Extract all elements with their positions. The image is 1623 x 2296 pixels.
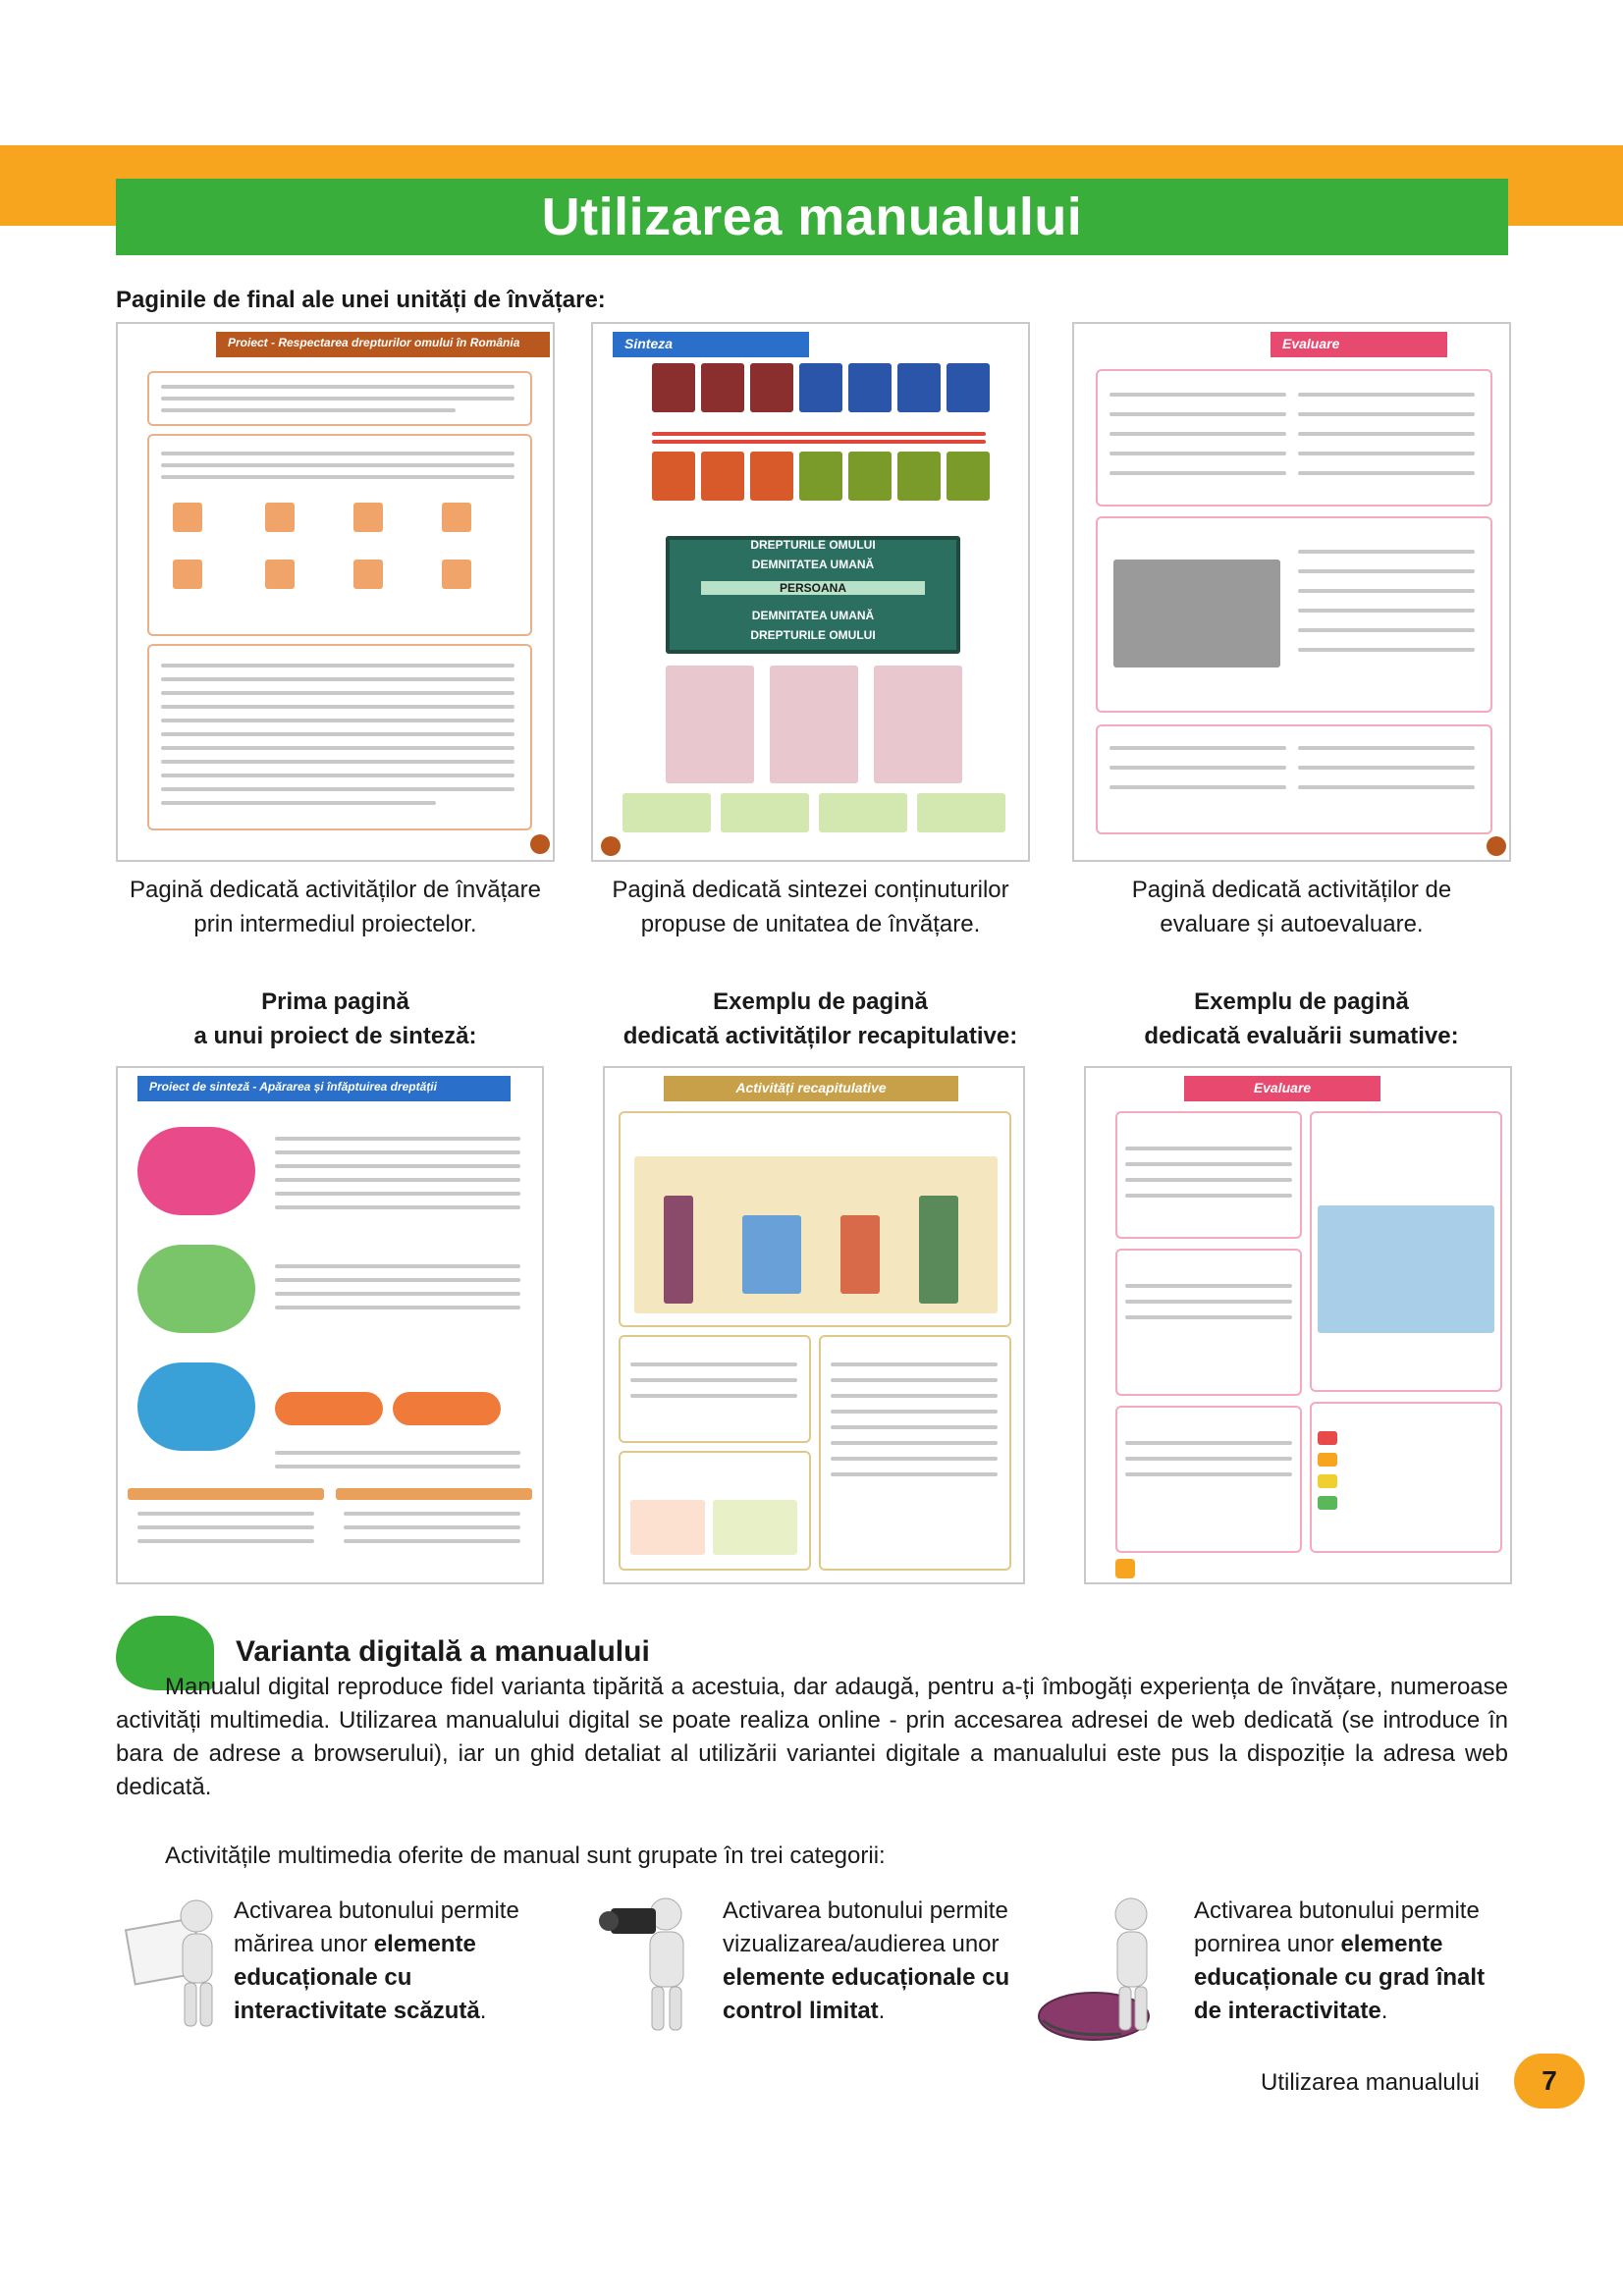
- category-line: .: [1380, 1998, 1388, 2024]
- caption-line: Pagină dedicată sintezei conținuturilor: [612, 877, 1009, 903]
- text-line: [161, 691, 514, 695]
- category-low-interactivity: [234, 1895, 558, 2028]
- figure-with-board-icon: [124, 1891, 230, 2038]
- text-line: [344, 1539, 520, 1543]
- text-line: [652, 432, 986, 436]
- banner-line: PERSOANA: [701, 581, 925, 595]
- text-line: [275, 1178, 520, 1182]
- caption-line: Pagină dedicată activităților de: [1131, 877, 1452, 903]
- photo-placeholder: [1113, 560, 1280, 667]
- category-line: mărirea unor: [234, 1931, 374, 1957]
- text-line: [1298, 550, 1475, 554]
- rights-icon: [799, 452, 842, 501]
- category-line: pornirea unor: [1194, 1931, 1341, 1957]
- caption-evaluation: [1053, 874, 1531, 942]
- caption-project: [96, 874, 574, 942]
- text-line: [1298, 393, 1475, 397]
- thumbnail-title: Proiect de sinteză - Apărarea și înfăptuirea dreptății: [137, 1076, 511, 1101]
- text-line: [1125, 1300, 1292, 1304]
- thumbnail-title: Evaluare: [1184, 1076, 1380, 1101]
- text-line: [1298, 589, 1475, 593]
- text-line: [161, 452, 514, 455]
- thumbnail-section-box: [819, 1335, 1011, 1571]
- text-line: [275, 1205, 520, 1209]
- role-pill: [275, 1392, 383, 1425]
- thumbnail-recap: [603, 1066, 1025, 1584]
- category-emphasis: de interactivitate: [1194, 1998, 1381, 2024]
- thumbnail-synthesis-project: [116, 1066, 544, 1584]
- text-line: [1125, 1441, 1292, 1445]
- illustration-figure: [664, 1196, 693, 1304]
- heading-line: dedicată activităților recapitulative:: [622, 1022, 1018, 1049]
- heading-line: Prima pagină: [261, 988, 409, 1015]
- thumbnail-section-box: [1096, 724, 1492, 834]
- category-emphasis: elemente: [1340, 1931, 1443, 1957]
- category-line: Activarea butonului permite: [723, 1897, 1008, 1924]
- category-high-interactivity: [1194, 1895, 1518, 2028]
- category-emphasis: educaționale cu grad înalt: [1194, 1964, 1486, 1991]
- rights-icon: [848, 363, 892, 412]
- text-line: [1109, 452, 1286, 455]
- rights-icon: [897, 363, 941, 412]
- text-line: [1298, 746, 1475, 750]
- text-line: [831, 1441, 998, 1445]
- activity-icon: [442, 560, 471, 589]
- score-swatch: [1318, 1431, 1337, 1445]
- text-line: [344, 1525, 520, 1529]
- text-line: [831, 1394, 998, 1398]
- thumbnail-section-box: [1096, 369, 1492, 507]
- text-line: [1109, 746, 1286, 750]
- text-line: [275, 1306, 520, 1309]
- text-line: [161, 705, 514, 709]
- text-line: [1298, 432, 1475, 436]
- note-box: [713, 1500, 797, 1555]
- step-blob-3: [137, 1362, 255, 1451]
- category-emphasis: elemente educaționale cu: [723, 1964, 1010, 1991]
- text-line: [275, 1164, 520, 1168]
- page-corner-icon: [601, 836, 621, 856]
- text-line: [161, 463, 514, 467]
- text-line: [652, 440, 986, 444]
- activity-icon: [173, 560, 202, 589]
- org-box: [770, 666, 858, 783]
- heading-line: Exemplu de pagină: [1194, 988, 1409, 1015]
- category-emphasis: elemente: [373, 1931, 476, 1957]
- score-swatch: [1318, 1496, 1337, 1510]
- thumbnail-title: Proiect - Respectarea drepturilor omului în România: [216, 332, 550, 357]
- text-line: [1298, 785, 1475, 789]
- text-line: [275, 1292, 520, 1296]
- page-title-bar: [116, 179, 1508, 255]
- category-limited-control: [723, 1895, 1047, 2028]
- text-line: [1298, 609, 1475, 613]
- thumbnail-section-box: [619, 1335, 811, 1443]
- org-box: [819, 793, 907, 832]
- rights-icon: [750, 363, 793, 412]
- activity-icon: [353, 503, 383, 532]
- category-emphasis: educaționale cu: [234, 1964, 412, 1991]
- rights-icon: [652, 452, 695, 501]
- paragraph-text: Activitățile multimedia oferite de manual sunt grupate în trei categorii:: [165, 1842, 886, 1869]
- score-swatch: [1318, 1453, 1337, 1467]
- text-line: [1298, 569, 1475, 573]
- text-line: [137, 1512, 314, 1516]
- rights-icon: [701, 363, 744, 412]
- banner-line: DREPTURILE OMULUI: [750, 628, 876, 642]
- text-line: [275, 1278, 520, 1282]
- text-line: [831, 1457, 998, 1461]
- section-heading: Paginile de final ale unei unități de învățare:: [116, 287, 606, 313]
- thumbnail-project-page: [116, 322, 555, 862]
- text-line: [137, 1525, 314, 1529]
- page-title: Utilizarea manualului: [541, 187, 1083, 246]
- org-box: [622, 793, 711, 832]
- paragraph-text: Manualul digital reproduce fidel varianta tipărită a acestuia, dar adaugă, pentru a-ți îmbogăți experiența de învățare, numeroase activități multimedia. Utilizarea manualului digital se poate realiza online - prin accesarea adresei de web dedicată (se introduce în bara de adrese a browserului), iar un ghid detaliat al utilizării variantei digitale a manualului este pus la dispoziție la adresa web dedicată.: [116, 1674, 1508, 1800]
- thumbnail-section-box: [1115, 1111, 1302, 1239]
- text-line: [831, 1472, 998, 1476]
- text-line: [1125, 1457, 1292, 1461]
- text-line: [1125, 1194, 1292, 1198]
- text-line: [831, 1378, 998, 1382]
- caption-line: evaluare și autoevaluare.: [1160, 910, 1424, 937]
- org-box: [666, 666, 754, 783]
- text-line: [630, 1362, 797, 1366]
- text-line: [161, 746, 514, 750]
- thumbnail-synthesis-page: [591, 322, 1030, 862]
- activity-icon: [265, 560, 295, 589]
- thumbnail-summative: [1084, 1066, 1512, 1584]
- text-line: [1125, 1284, 1292, 1288]
- illustration-figure: [919, 1196, 958, 1304]
- thumbnail-title: Activități recapitulative: [664, 1076, 958, 1101]
- rights-icon: [652, 363, 695, 412]
- heading-recap: [571, 986, 1069, 1054]
- thumbnail-title: Evaluare: [1271, 332, 1447, 357]
- thumbnail-title: Sinteza: [613, 332, 809, 357]
- text-line: [1109, 785, 1286, 789]
- text-line: [275, 1137, 520, 1141]
- text-line: [161, 664, 514, 667]
- text-line: [1125, 1472, 1292, 1476]
- step-blob-1: [137, 1127, 255, 1215]
- text-line: [831, 1410, 998, 1414]
- text-line: [1109, 471, 1286, 475]
- activity-icon: [353, 560, 383, 589]
- text-line: [275, 1150, 520, 1154]
- category-emphasis: control limitat: [723, 1998, 879, 2024]
- text-line: [1109, 393, 1286, 397]
- text-line: [1298, 452, 1475, 455]
- text-line: [275, 1465, 520, 1468]
- rights-icon: [947, 452, 990, 501]
- figure-with-camera-icon: [597, 1891, 713, 2038]
- text-line: [1109, 412, 1286, 416]
- thumbnail-section-box: [1115, 1406, 1302, 1553]
- text-line: [275, 1192, 520, 1196]
- text-line: [137, 1539, 314, 1543]
- heading-line: dedicată evaluării sumative:: [1144, 1022, 1459, 1049]
- text-line: [161, 475, 514, 479]
- rights-icon: [848, 452, 892, 501]
- heading-line: a unui proiect de sinteză:: [193, 1022, 477, 1049]
- text-line: [1109, 766, 1286, 770]
- category-line: Activarea butonului permite: [1194, 1897, 1480, 1924]
- score-swatch: [1318, 1474, 1337, 1488]
- caption-line: propuse de unitatea de învățare.: [640, 910, 981, 937]
- text-line: [1298, 471, 1475, 475]
- digital-paragraph-2: [116, 1840, 1508, 1873]
- heading-synthesis-project: [96, 986, 574, 1054]
- page-number: 7: [1514, 2054, 1585, 2109]
- page-corner-icon: [1487, 836, 1506, 856]
- map-image: [1318, 1205, 1494, 1333]
- text-line: [161, 801, 436, 805]
- heading-summative: [1062, 986, 1541, 1054]
- text-line: [161, 760, 514, 764]
- heading-line: Exemplu de pagină: [713, 988, 928, 1015]
- digital-section-title: Varianta digitală a manualului: [236, 1635, 650, 1668]
- banner-line: DEMNITATEA UMANĂ: [751, 609, 875, 622]
- text-line: [1298, 412, 1475, 416]
- step-blob-2: [137, 1245, 255, 1333]
- rights-icon: [799, 363, 842, 412]
- rights-icon: [897, 452, 941, 501]
- banner-line: DREPTURILE OMULUI: [750, 538, 876, 552]
- text-line: [831, 1425, 998, 1429]
- text-line: [1125, 1178, 1292, 1182]
- rights-icon: [701, 452, 744, 501]
- footer-label: Utilizarea manualului: [1261, 2069, 1480, 2096]
- text-line: [630, 1378, 797, 1382]
- page-corner-icon: [530, 834, 550, 854]
- text-line: [1125, 1162, 1292, 1166]
- text-line: [275, 1264, 520, 1268]
- text-line: [161, 719, 514, 722]
- text-line: [1125, 1315, 1292, 1319]
- text-line: [344, 1512, 520, 1516]
- text-line: [275, 1451, 520, 1455]
- illustration-figure: [742, 1215, 801, 1294]
- activity-icon: [173, 503, 202, 532]
- section-strip: [336, 1488, 532, 1500]
- page-corner-icon: [1115, 1559, 1135, 1578]
- caption-synthesis: [571, 874, 1050, 942]
- activity-icon: [265, 503, 295, 532]
- category-line: vizualizarea/audierea unor: [723, 1931, 1000, 1957]
- text-line: [1109, 432, 1286, 436]
- org-box: [917, 793, 1005, 832]
- category-line: .: [479, 1998, 487, 2024]
- text-line: [161, 408, 456, 412]
- text-line: [1298, 648, 1475, 652]
- text-line: [161, 774, 514, 777]
- figure-with-mouse-icon: [1033, 1891, 1190, 2048]
- thumbnail-section-box: [1115, 1249, 1302, 1396]
- org-box: [721, 793, 809, 832]
- text-line: [630, 1394, 797, 1398]
- category-line: .: [878, 1998, 886, 2024]
- illustration-figure: [840, 1215, 880, 1294]
- category-emphasis: interactivitate scăzută: [234, 1998, 480, 2024]
- rights-icon: [750, 452, 793, 501]
- section-strip: [128, 1488, 324, 1500]
- caption-line: Pagină dedicată activităților de învățare: [130, 877, 541, 903]
- text-line: [161, 397, 514, 400]
- text-line: [1298, 766, 1475, 770]
- thumbnail-section-box: [1310, 1402, 1502, 1553]
- banner-line: DEMNITATEA UMANĂ: [751, 558, 875, 571]
- role-pill: [393, 1392, 501, 1425]
- category-line: Activarea butonului permite: [234, 1897, 519, 1924]
- text-line: [161, 787, 514, 791]
- thumbnail-evaluation-page: [1072, 322, 1511, 862]
- org-box: [874, 666, 962, 783]
- rights-icon: [947, 363, 990, 412]
- note-box: [630, 1500, 705, 1555]
- text-line: [161, 677, 514, 681]
- digital-paragraph-1: [116, 1671, 1508, 1804]
- text-line: [161, 385, 514, 389]
- text-line: [1298, 628, 1475, 632]
- caption-line: prin intermediul proiectelor.: [193, 910, 477, 937]
- text-line: [1125, 1147, 1292, 1150]
- activity-icon: [442, 503, 471, 532]
- text-line: [831, 1362, 998, 1366]
- text-line: [161, 732, 514, 736]
